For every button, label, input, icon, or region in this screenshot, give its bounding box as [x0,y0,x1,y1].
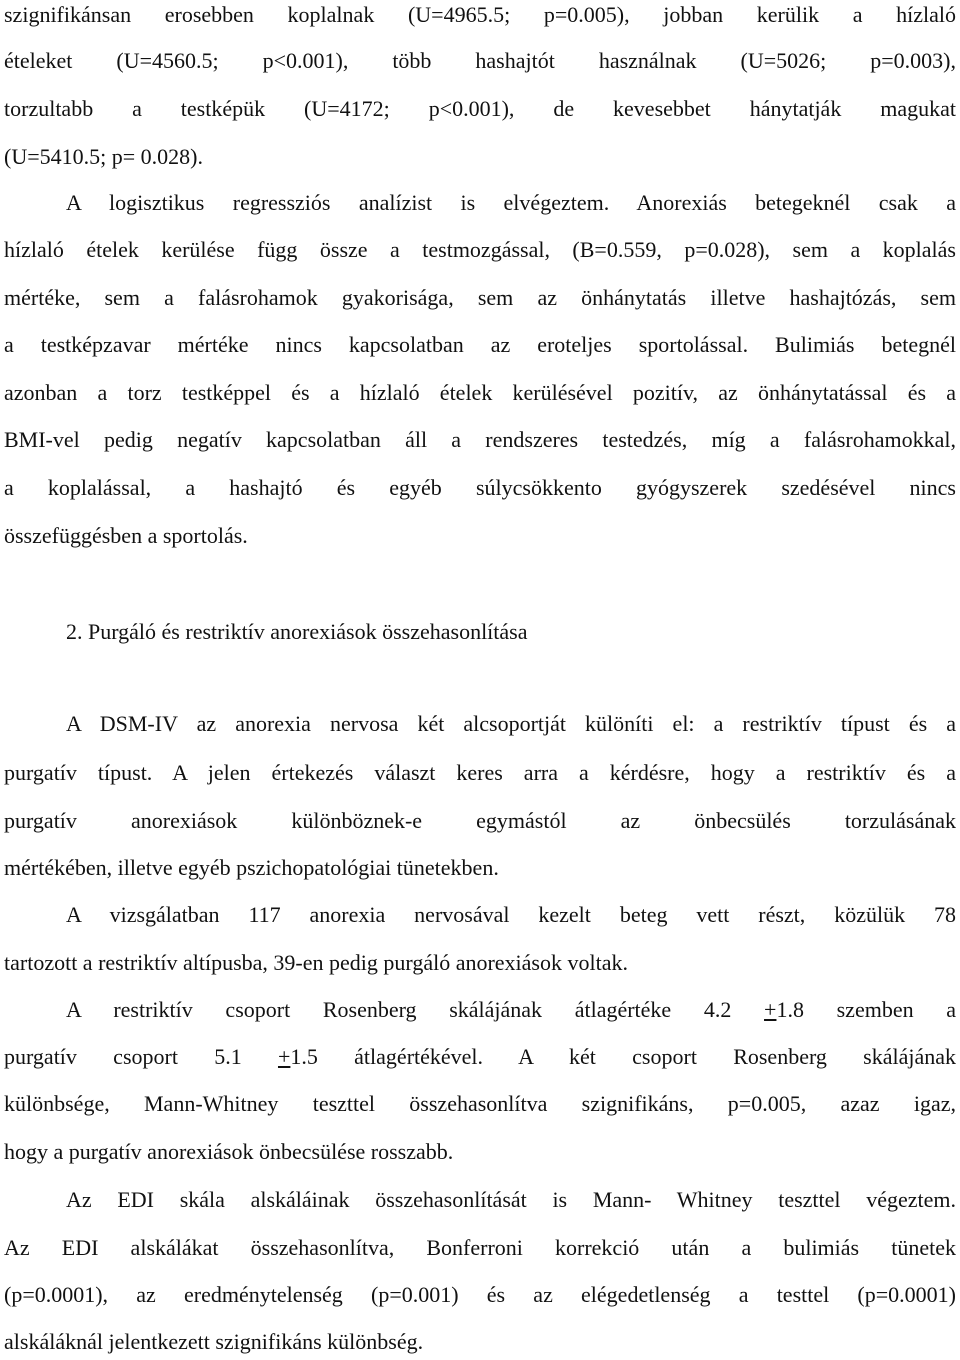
text-segment: 1.5 átlagértékével. A két csoport Rosenberg skálájának [290,1044,956,1069]
text-line: a koplalással, a hashajtó és egyéb súlycsökkento gyógyszerek szedésével nincs [4,475,956,500]
text-line: tartozott a restriktív altípusba, 39-en pedig purgáló anorexiások voltak. [4,950,628,975]
section-heading: 2. Purgáló és restriktív anorexiások összehasonlítása [66,619,528,644]
text-line: A DSM-IV az anorexia nervosa két alcsoportját különíti el: a restriktív típust és a [66,711,956,736]
text-segment: purgatív csoport 5.1 [4,1044,278,1069]
text-line: különbsége, Mann-Whitney teszttel összehasonlítva szignifikáns, p=0.005, azaz igaz, [4,1091,956,1116]
text-segment: A restriktív csoport Rosenberg skálájának átlagértéke 4.2 [66,997,765,1022]
text-line: A logisztikus regressziós analízist is elvégeztem. Anorexiás betegeknél csak a [66,190,956,215]
text-segment: 1.8 szemben a [776,997,957,1022]
text-line: a testképzavar mértéke nincs kapcsolatban az eroteljes sportolással. Bulimiás betegnél [4,332,956,357]
text-line [66,995,956,1025]
text-line: BMI-vel pedig negatív kapcsolatban áll a rendszeres testedzés, míg a falásrohamokkal, [4,427,956,452]
text-line: alskáláknál jelentkezett szignifikáns különbség. [4,1329,424,1354]
text-line: Az EDI alskálákat összehasonlítva, Bonferroni korrekció után a bulimiás tünetek [4,1235,956,1260]
text-line: mértéke, sem a falásrohamok gyakorisága, sem az önhánytatás illetve hashajtózás, sem [4,285,956,310]
text-line: hízlaló ételek kerülése függ össze a testmozgással, (B=0.559, p=0.028), sem a koplalás [4,237,956,262]
text-line: Az EDI skála alskáláinak összehasonlítását is Mann- Whitney teszttel végeztem. [66,1187,956,1212]
text-line: hogy a purgatív anorexiások önbecsülése rosszabb. [4,1139,454,1164]
text-line: összefüggésben a sportolás. [4,523,248,548]
text-line: ételeket (U=4560.5; p<0.001), több hashajtót használnak (U=5026; p=0.003), [4,48,956,73]
text-line [4,1042,956,1072]
text-line: (p=0.0001), az eredménytelenség (p=0.001) és az elégedetlenség a testtel (p=0.0001) [4,1282,956,1307]
text-line: azonban a torz testképpel és a hízlaló ételek kerülésével pozitív, az önhánytatással és a [4,380,956,405]
text-line: mértékében, illetve egyéb pszichopatológiai tünetekben. [4,855,499,880]
text-line: purgatív típust. A jelen értekezés választ keres arra a kérdésre, hogy a restriktív és a [4,760,956,785]
text-line: purgatív anorexiások különböznek-e egymástól az önbecsülés torzulásának [4,808,956,833]
text-line: torzultabb a testképük (U=4172; p<0.001), de kevesebbet hánytatják magukat [4,96,956,121]
plus-minus-sign: + [277,1044,291,1069]
text-line: szignifikánsan erosebben koplalnak (U=4965.5; p=0.005), jobban kerülik a hízlaló [4,2,956,27]
text-line: A vizsgálatban 117 anorexia nervosával kezelt beteg vett részt, közülük 78 [66,902,956,927]
plus-minus-sign: + [764,997,777,1022]
text-line: (U=5410.5; p= 0.028). [4,144,203,169]
